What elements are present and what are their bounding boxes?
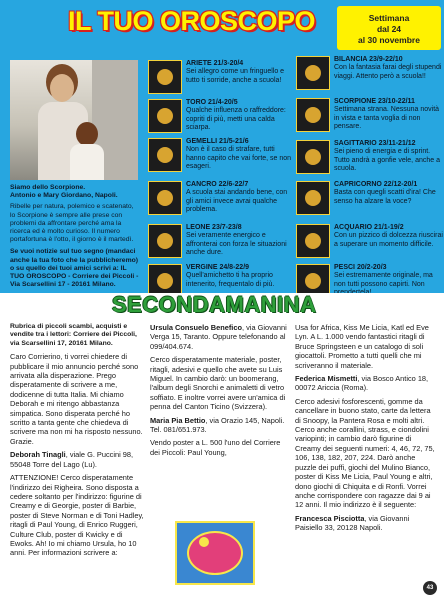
ram-icon [148, 60, 182, 94]
sign-leone: LEONE 23/7-23/8 Sei veramente energico e affronterai con forza le situazioni anche dure. [148, 224, 296, 262]
horoscope-section [0, 0, 444, 293]
scales-icon [296, 56, 330, 90]
scorpion-icon [296, 98, 330, 132]
crab-icon [148, 181, 182, 215]
ad-text: Vendo poster a L. 500 l'uno del Corriere dei Piccoli: Paul Young, [150, 438, 281, 457]
section-title: SECONDAMANINA [112, 292, 317, 317]
ad-text: Caro Corrierino, ti vorrei chiedere di pubblicare il mio annuncio perché sono arrivata alla disperazione. Prego disperatamente di scrivere a me, dodicenne di tutta Italia. Mi chiamo Deborah e mi ritengo abbastanza simpatica. Sono disperata perché ho scritto a tanta gente che chiedeva di scrivere ma non mi ha risposto nessuno. Grazie. [10, 352, 143, 446]
sign-gemelli: GEMELLI 21/5-21/6 Non è il caso di strafare, tutti hanno capito che vai forte, se non esageri. [148, 138, 296, 176]
water-bearer-icon [296, 224, 330, 258]
sign-capricorno: CAPRICORNO 22/12-20/1 Basta con quegli scatti d'ira! Che senso ha alzare la voce? [296, 181, 444, 219]
sign-acquario: ACQUARIO 21/1-19/2 Con un pizzico di dolcezza riuscirai a superare un momento difficile. [296, 224, 444, 262]
column-1 [10, 323, 144, 562]
ad-text: Cerco disperatamente materiale, poster, ritagli, adesivi e quello che avete su Luis Miguel. In cambio darò: un boomerang, l'album degli Snorchi e animaletti di vetro soffiato. E inoltre vorrei avere un'amica di penna del Canton Ticino (Svizzera). [150, 355, 286, 412]
sign-scorpione: SCORPIONE 23/10-22/11 Settimana strana. Nessuna novità in vista e tanta voglia di non pensare. [296, 98, 444, 136]
secondamanina-section [0, 293, 444, 600]
sign-ariete: ARIETE 21/3-20/4 Sei allegro come un fringuello e tutto ti sorride, anche a scuola! [148, 60, 296, 98]
lion-icon [148, 224, 182, 258]
sign-toro: TORO 21/4-20/5 Qualche influenza o raffreddore: copriti di più, metti una calda sciarpa. [148, 99, 296, 137]
archer-icon [296, 140, 330, 174]
zodiac-illustration [175, 521, 255, 585]
week-badge [337, 6, 441, 50]
sign-sagittario: SAGITTARIO 23/11-21/12 Sei pieno di energia e di sprint. Tutto andrà a gonfie vele, anche a scuola. [296, 140, 444, 178]
column-3 [295, 323, 437, 537]
week-line-1: Settimana [368, 13, 410, 23]
sign-vergine: VERGINE 24/8-22/9 Quell'amichetto ti ha proprio intenerito, frequentalo di più. [148, 264, 296, 302]
column-2 [150, 323, 290, 461]
bull-icon [148, 99, 182, 133]
ad-contact: Maria Pia Bettio, via Orazio 145, Napoli. Tel. 081/651.973. [150, 415, 285, 435]
ad-contact: Francesca Pisciotta, via Giovanni Paisiello 33, 20128 Napoli. [295, 513, 410, 533]
caption-note: Se vuoi notizie sul tuo segno (mandaci anche la tua foto che la pubblicheremo) o su quello dei tuoi amici scrivi a: IL TUO OROSCOPO - Corriere dei Piccoli - Via Scarsellini 17 - 20161 Milano. [10, 248, 139, 289]
twins-icon [148, 138, 182, 172]
ad-text: ATTENZIONE! Cerco disperatamente l'indirizzo dei Righeira. Sono disposta a cedere soltanto per l'indirizzo: figurine di Creamy e di Georgie, poster di Barbie, poster di Steve Norman e di Toni Hadley, ritagli di Paul Young, di Enrico Ruggeri, Culture Club, poster di Kwicky e di Ewoks. Ah! Io mi chiamo Ursula, ho 10 anni. Per informazioni scrivere a: [10, 473, 144, 558]
week-line-3: al 30 novembre [358, 35, 420, 45]
reader-photo [10, 60, 138, 180]
goat-icon [296, 181, 330, 215]
sign-bilancia: BILANCIA 23/9-22/10 Con la fantasia farai degli stupendi viaggi. Attento però a scuola!! [296, 56, 444, 94]
ad-contact: Federica Mismetti, via Bosco Antico 18, 00072 Ariccia (Roma). [295, 374, 429, 393]
ad-text: Usa for Africa, Kiss Me Licia, Katl ed Eve Lyn. A L. 1.000 vendo fantastici ritagli di Bruce Springsteen e un catalogo di soli giocattoli. Prometto a tutti quelli che mi scriveranno il materiale. [295, 323, 429, 370]
page-title: IL TUO OROSCOPO [68, 6, 316, 36]
photo-caption [10, 184, 140, 289]
sign-pesci: PESCI 20/2-20/3 Sei estremamente originale, ma non tutti possono capirti. Non [296, 264, 444, 302]
sign-cancro: CANCRO 22/6-22/7 A scuola stai andando bene, con gli amici invece avrai qualche problema. [148, 181, 296, 219]
ad-contact: Ursula Consuelo Benefico, via Giovanni Verga 15, Taranto. Oppure telefonando al 099/404.674. [150, 323, 287, 351]
ad-contact: Deborah Tinagli, viale G. Puccini 98, 55048 Torre del Lago (Lu). [10, 450, 134, 469]
section-intro: Rubrica di piccoli scambi, acquisti e vendite tra i lettori: Corriere dei Piccoli, via Scarsellini 17, 20161 Milano. [10, 323, 137, 347]
ad-text: Cerco adesivi fosforescenti, gomme da cancellare in buono stato, carte da lettera di Snoopy, la Pantera Rosa e molti altri. Cerco anche corallini, strass, e ciondolini variopinti; in cambio darò figurine di Creamy dei seguenti numeri: 4, 46, 72, 75, 106, 138, 182, 207, 224. Darò anche puzzle dei puffi, giochi del Mulino Bianco, poster di Kiss Me Licia, Paul Young e altri, dono giochi di Chiquita e di Ronfi. Vorrei anche corrispondere con ragazze dai 9 ai 12 anni. Il mio indirizzo è il seguente: [295, 396, 435, 510]
caption-body: Ribelle per natura, polemico e scatenato, lo Scorpione è sempre alle prese con problemi da affrontare perché ama la ricerca ed è molto curioso. Il numero portafortuna è l'otto, il giorno è il martedì. [10, 203, 134, 244]
week-line-2: dal 24 [376, 24, 402, 34]
page-number: 43 [423, 581, 437, 595]
caption-title: Siamo dello Scorpione. Antonio e Mary Giordano, Napoli. [10, 184, 118, 200]
